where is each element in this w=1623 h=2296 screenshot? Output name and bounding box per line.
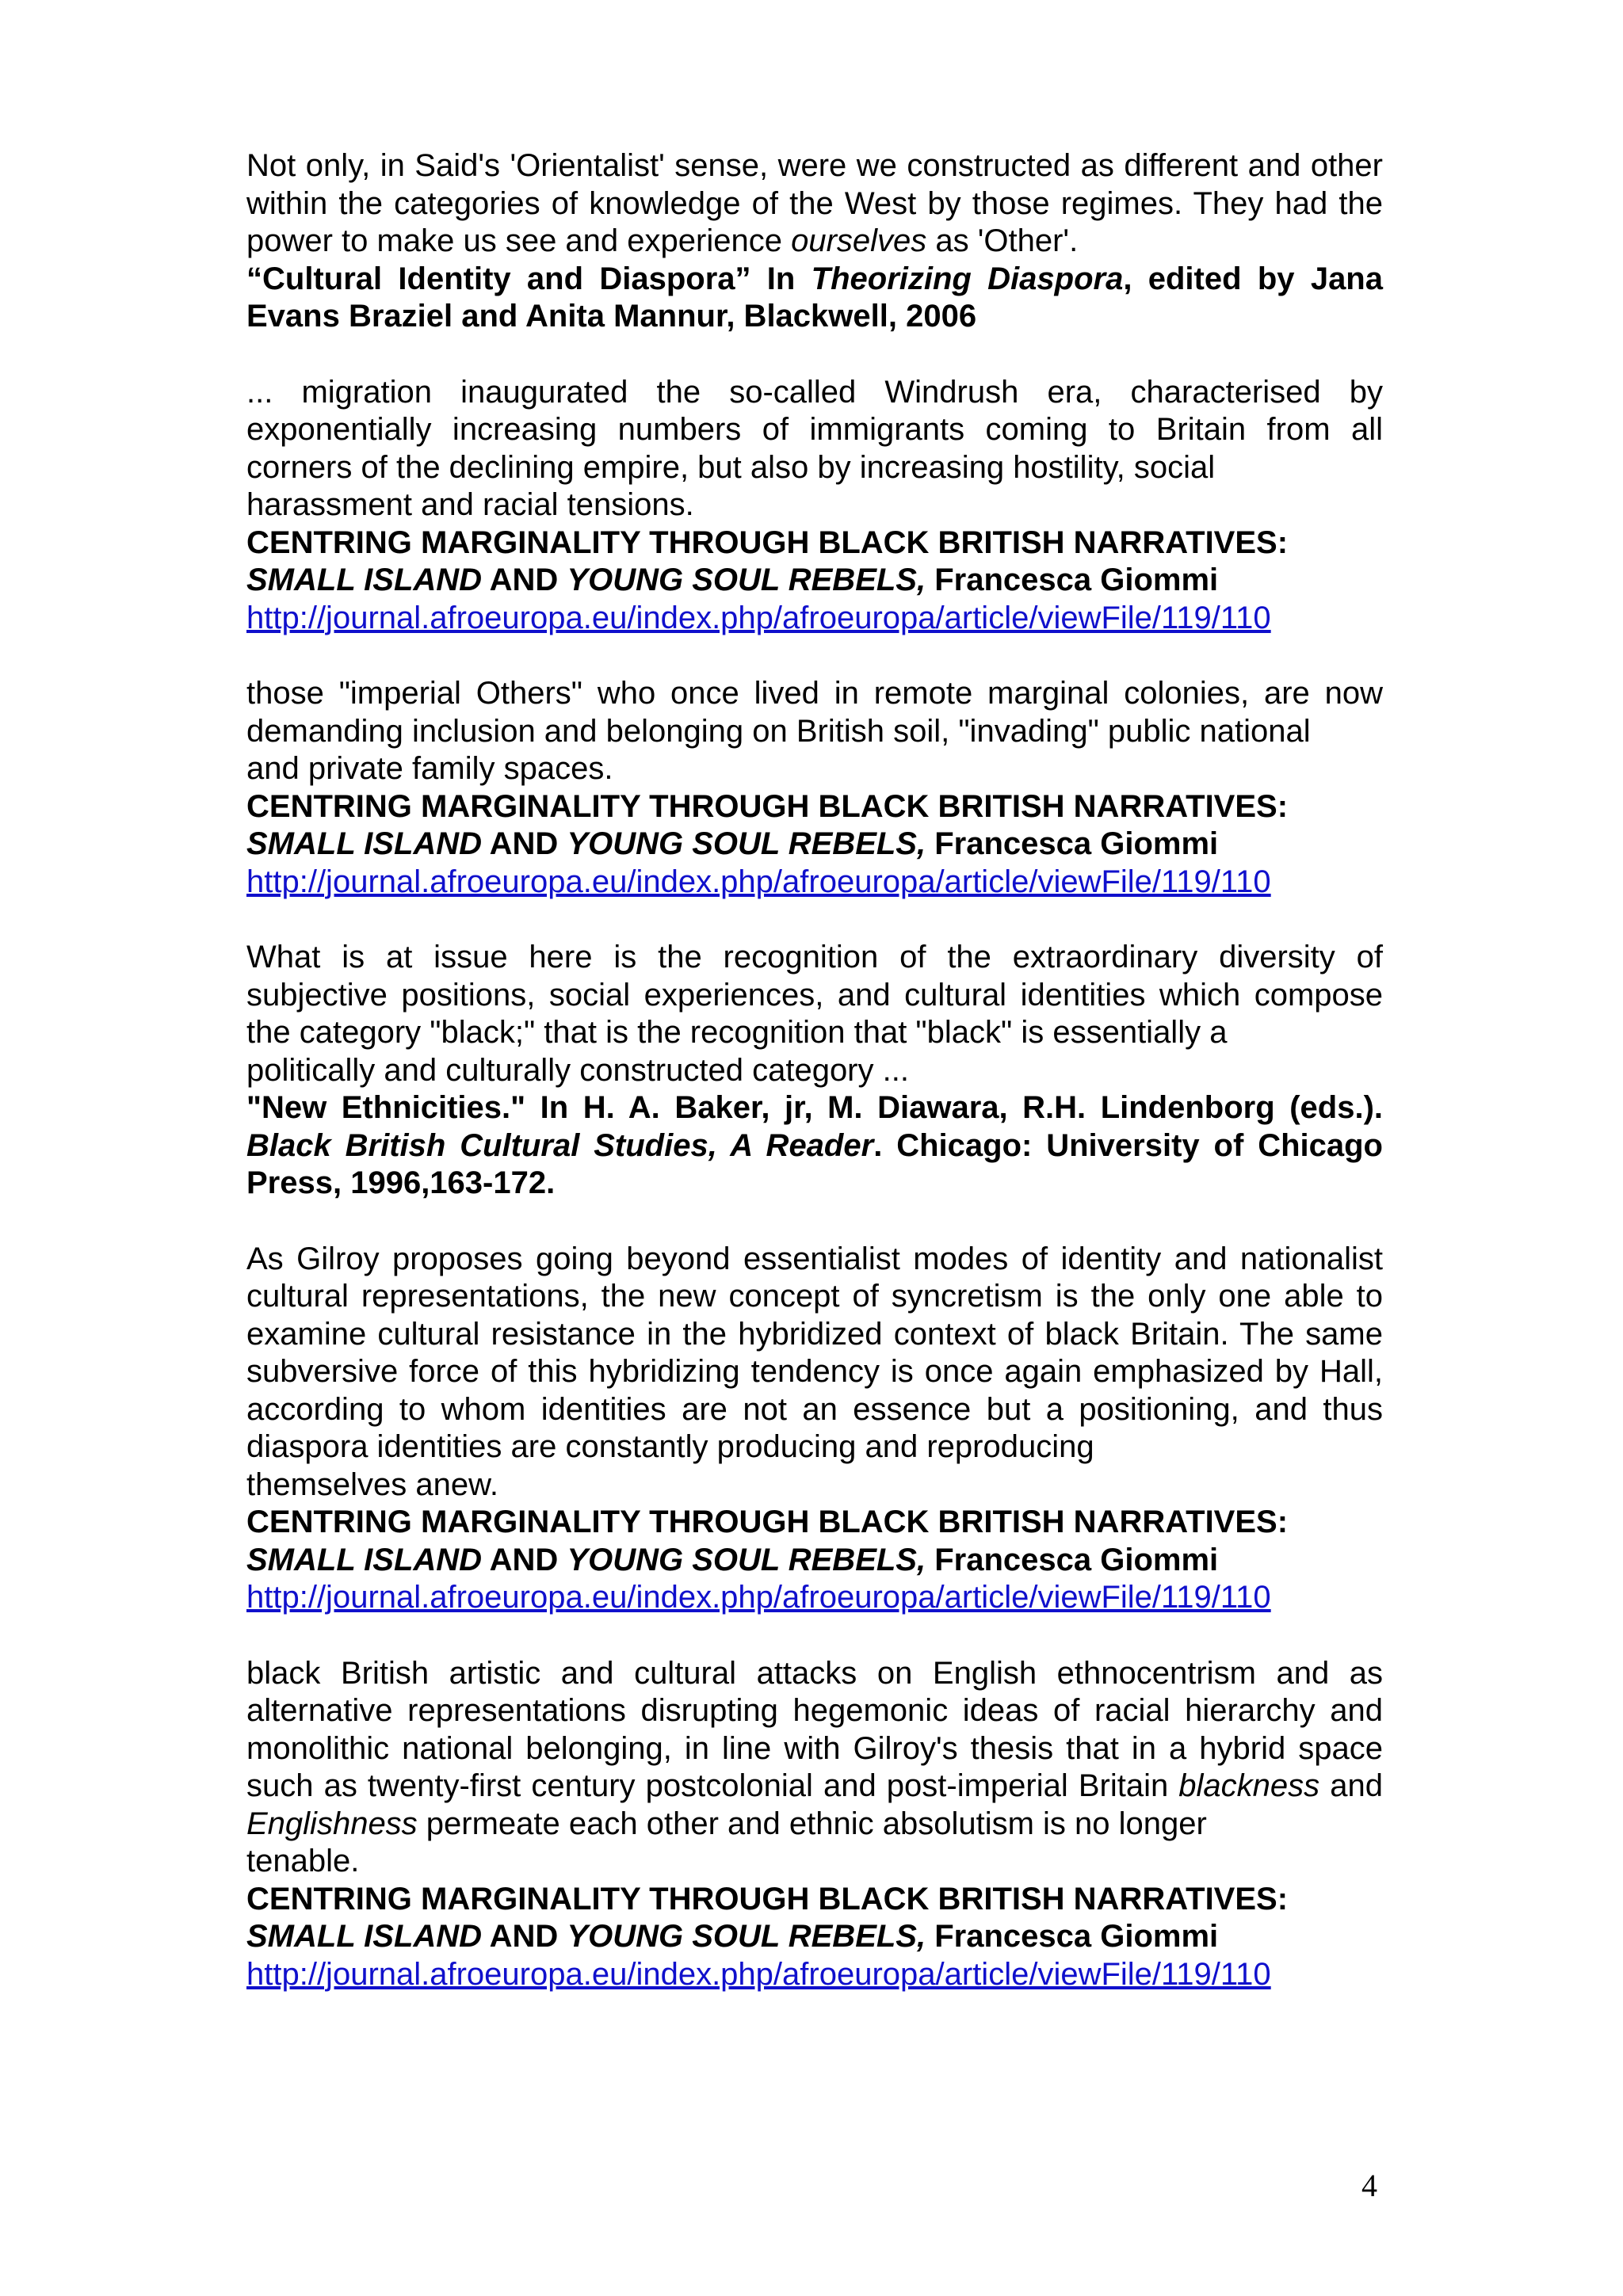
- citation-title-line: CENTRING MARGINALITY THROUGH BLACK BRITISH NARRATIVES:: [246, 788, 1289, 824]
- source-link[interactable]: http://journal.afroeuropa.eu/index.php/afroeuropa/article/viewFile/119/110: [246, 600, 1271, 635]
- citation-part: , edited by Jana Evans Braziel and Anita Mannur, Blackwell, 2006: [246, 261, 1383, 334]
- quote-text-part: permeate each other and ethnic absolutism is no longer: [417, 1806, 1207, 1841]
- citation-conjunction: AND: [482, 563, 567, 597]
- citation-part: "New Ethnicities." In H. A. Baker, jr, M. Diawara, R.H. Lindenborg (eds.).: [246, 1090, 1383, 1125]
- citation-part: “Cultural Identity and Diaspora” In: [246, 261, 812, 296]
- quote-emphasis: Englishness: [246, 1806, 418, 1841]
- quote-text-part: Not only, in Said's 'Orientalist' sense, were we constructed as different and other within the categories of knowledge of the West by those regimes. They had the power to make us see and experience: [246, 148, 1383, 258]
- citation-conjunction: AND: [482, 826, 567, 861]
- quote-text-last-line: and private family spaces.: [246, 751, 613, 786]
- document-body: [246, 147, 1383, 2031]
- citation-works-line: [246, 826, 1383, 864]
- quote-text-last-line: themselves anew.: [246, 1466, 498, 1502]
- quote-block-ethnocentrism: [246, 1655, 1383, 1994]
- quote-text-last-line: politically and culturally constructed category ...: [246, 1052, 909, 1088]
- citation-title: Theorizing Diaspora: [811, 261, 1124, 296]
- quote-emphasis: blackness: [1178, 1768, 1320, 1803]
- quote-text-last-line: tenable.: [246, 1844, 360, 1878]
- citation-author: Francesca Giommi: [926, 1919, 1219, 1954]
- page-number: 4: [1361, 2168, 1377, 2203]
- citation-works-line: [246, 1918, 1383, 1956]
- quote-text: As Gilroy proposes going beyond essentialist modes of identity and nationalist cultural representations, the new concept of syncretism is the only one able to examine cultural resistance in the hybridized context of black Britain. The same subversive force of this hybridizing tendency is once again emphasized by Hall, according to whom identities are not an essence but a positioning, and thus diaspora identities are constantly producing and reproducing: [246, 1241, 1383, 1464]
- citation-works-line: [246, 1542, 1383, 1580]
- citation-work-title: SMALL ISLAND: [246, 1919, 483, 1954]
- citation-work-title: SMALL ISLAND: [246, 826, 483, 861]
- citation-title: Black British Cultural Studies, A Reader: [246, 1127, 874, 1163]
- quote-text: What is at issue here is the recognition of the extraordinary diversity of subjective positions, social experiences, and cultural identities which compose the category "black;" that is the recognition that "black" is essentially a: [246, 940, 1383, 1050]
- quote-text: [246, 1655, 1383, 1844]
- source-link[interactable]: http://journal.afroeuropa.eu/index.php/afroeuropa/article/viewFile/119/110: [246, 864, 1271, 899]
- quote-text: [246, 147, 1383, 261]
- citation-conjunction: AND: [482, 1542, 567, 1577]
- quote-block-imperial-others: [246, 675, 1383, 901]
- quote-text-part: black British artistic and cultural attacks on English ethnocentrism and as alternative representations disrupting hegemonic ideas of racial hierarchy and monolithic national belonging, in line with Gilroy's thesis that in a hybrid space such as twenty-first century postcolonial and post-imperial Britain: [246, 1655, 1383, 1803]
- citation-work-title: YOUNG SOUL REBELS,: [567, 563, 926, 597]
- source-link[interactable]: http://journal.afroeuropa.eu/index.php/afroeuropa/article/viewFile/119/110: [246, 1580, 1271, 1615]
- citation: [246, 261, 1383, 336]
- source-link[interactable]: http://journal.afroeuropa.eu/index.php/afroeuropa/article/viewFile/119/110: [246, 1956, 1271, 1992]
- citation-part: . Chicago: University of Chicago Press, 1996,163-172.: [246, 1127, 1383, 1200]
- quote-text-part: as 'Other'.: [926, 223, 1079, 258]
- citation-title-line: CENTRING MARGINALITY THROUGH BLACK BRITISH NARRATIVES:: [246, 1881, 1289, 1917]
- citation-work-title: SMALL ISLAND: [246, 563, 483, 597]
- quote-block-new-ethnicities: [246, 939, 1383, 1203]
- citation-title-line: CENTRING MARGINALITY THROUGH BLACK BRITISH NARRATIVES:: [246, 524, 1289, 560]
- citation-conjunction: AND: [482, 1919, 567, 1954]
- citation-title-line: CENTRING MARGINALITY THROUGH BLACK BRITISH NARRATIVES:: [246, 1505, 1289, 1539]
- citation-work-title: YOUNG SOUL REBELS,: [567, 826, 926, 861]
- quote-text: ... migration inaugurated the so-called Windrush era, characterised by exponentially increasing numbers of immigrants coming to Britain from all corners of the declining empire, but also by increasing hostility, social: [246, 374, 1383, 485]
- citation-work-title: YOUNG SOUL REBELS,: [567, 1919, 926, 1954]
- citation-work-title: SMALL ISLAND: [246, 1542, 483, 1577]
- citation-author: Francesca Giommi: [926, 826, 1219, 861]
- quote-text-last-line: harassment and racial tensions.: [246, 487, 694, 522]
- citation-works-line: [246, 562, 1383, 600]
- quote-block-windrush: [246, 374, 1383, 638]
- citation-work-title: YOUNG SOUL REBELS,: [567, 1542, 926, 1577]
- quote-block-hall-orientalist: [246, 147, 1383, 336]
- quote-text: those "imperial Others" who once lived in remote marginal colonies, are now demanding inclusion and belonging on British soil, "invading" public national: [246, 676, 1383, 749]
- quote-text-part: and: [1319, 1768, 1383, 1803]
- citation-author: Francesca Giommi: [926, 1542, 1219, 1577]
- quote-emphasis: ourselves: [791, 223, 927, 258]
- citation: [246, 1089, 1383, 1203]
- quote-block-gilroy-syncretism: [246, 1241, 1383, 1617]
- citation-author: Francesca Giommi: [926, 563, 1219, 597]
